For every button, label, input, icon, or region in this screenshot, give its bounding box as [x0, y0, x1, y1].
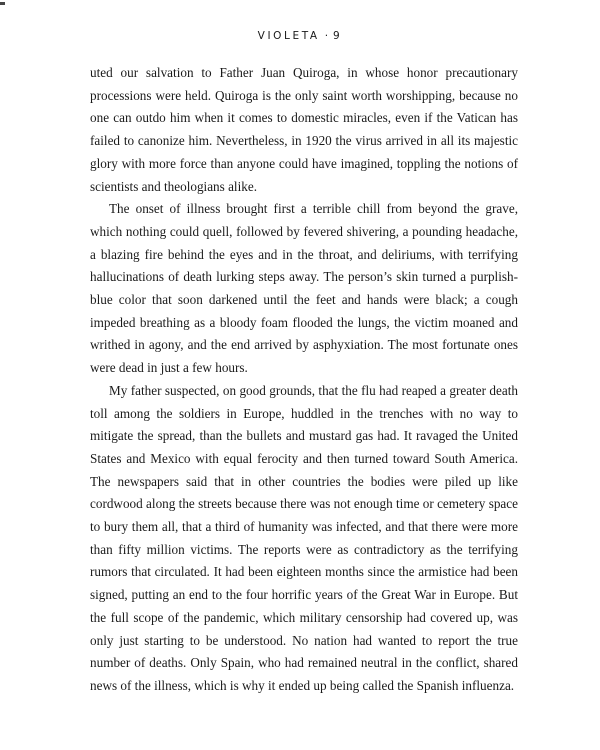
book-title: VIOLETA — [257, 30, 320, 42]
running-header — [0, 30, 600, 42]
paragraph-continuation: uted our salvation to Father Juan Quiroga, in whose honor precautionary processions were held. Quiroga is the only saint worth worshipping, because no one can outdo him when it comes to domestic miracles, even if the Vatican has failed to canonize him. Nevertheless, in 1920 the virus arrived in all its majestic glory with more force than anyone could have imagined, toppling the notions of scientists and theologians alike. — [90, 65, 518, 194]
page-number: 9 — [333, 30, 343, 42]
body-text — [90, 62, 518, 698]
paragraph-father-suspected: My father suspected, on good grounds, that the flu had reaped a greater death toll among the soldiers in Europe, huddled in the trenches with no way to mitigate the spread, than the bullets and mustard gas had. It ravaged the United States and Mexico with equal ferocity and then turned toward South America. The newspapers said that in other countries the bodies were piled up like cordwood along the streets because there was not enough time or cemetery space to bury them all, that a third of humanity was infected, and that there were more than fifty million victims. The reports were as contradictory as the terrifying rumors that circulated. It had been eighteen months since the armistice had been signed, putting an end to the four horrific years of the Great War in Europe. But the full scope of the pandemic, which military censorship had covered up, was only just starting to be understood. No nation had wanted to report the true number of deaths. Only Spain, who had remained neutral in the conflict, shared news of the illness, which is why it ended up being called the Spanish influenza. — [90, 382, 518, 693]
page-corner-mark — [0, 2, 5, 5]
header-separator: · — [324, 30, 329, 42]
paragraph-onset-of-illness: The onset of illness brought first a terrible chill from beyond the grave, which nothing could quell, followed by fevered shivering, a pounding headache, a blazing fire behind the eyes and in the throat, and deliriums, with terrifying hallucinations of death lurking steps away. The person’s skin turned a purplish-blue color that soon darkened until the feet and hands were black; a cough impeded breathing as a bloody foam flooded the lungs, the victim moaned and writhed in agony, and the end arrived by asphyxiation. The most fortunate ones were dead in just a few hours. — [90, 201, 518, 376]
